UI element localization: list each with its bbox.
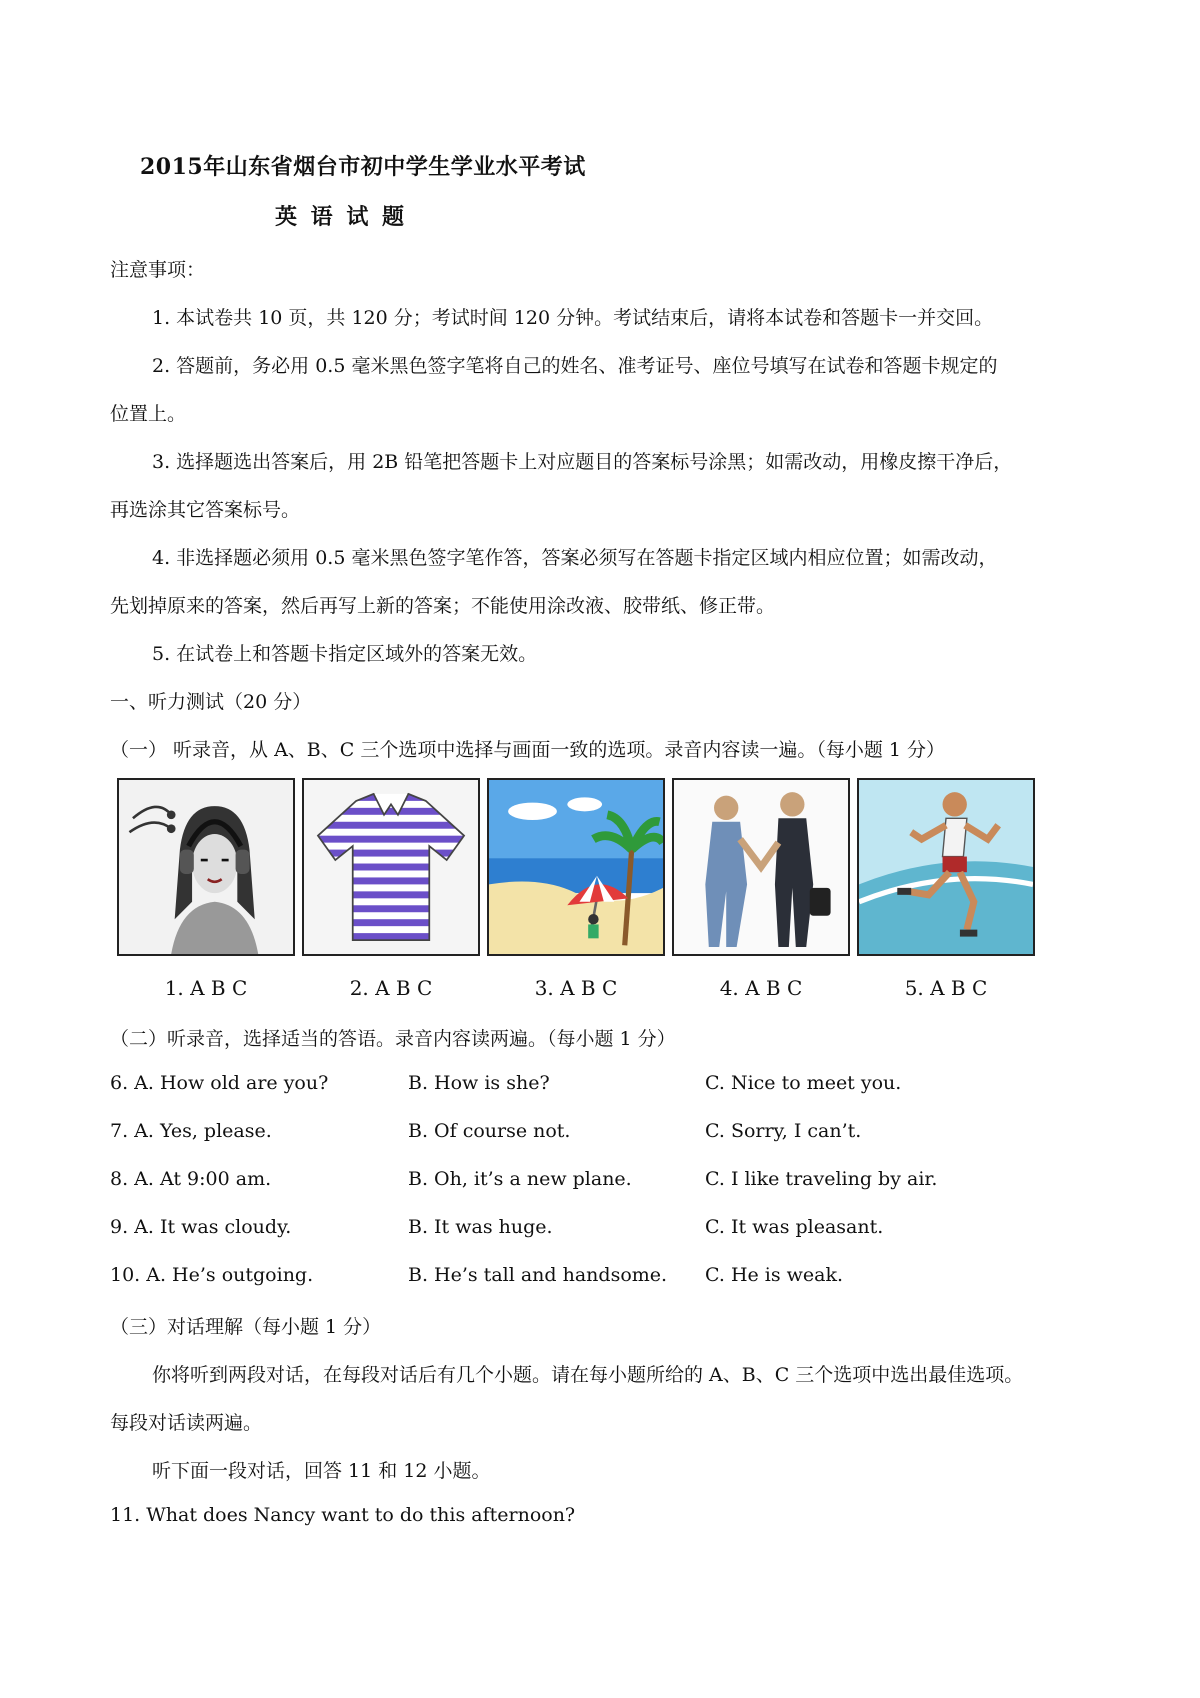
question-10-b: B. He’s tall and handsome. [408, 1264, 668, 1286]
notice-5: 5. 在试卷上和答题卡指定区域外的答案无效。 [152, 643, 538, 665]
exam-title: 2015年山东省烟台市初中学生学业水平考试 [140, 154, 586, 180]
question-8-c: C. I like traveling by air. [705, 1168, 938, 1190]
part-3-listen-instructions: 听下面一段对话，回答 11 和 12 小题。 [152, 1460, 491, 1482]
question-7-b: B. Of course not. [408, 1120, 571, 1142]
notice-3-cont: 再选涂其它答案标号。 [110, 499, 301, 521]
picture-label-5: 5. A B C [904, 976, 988, 1000]
section-1-heading: 一、听力测试（20 分） [110, 691, 312, 713]
question-6-c: C. Nice to meet you. [705, 1072, 902, 1094]
question-9-a: 9. A. It was cloudy. [110, 1216, 292, 1238]
notice-heading: 注意事项： [110, 259, 206, 281]
picture-3 [487, 778, 665, 956]
picture-2 [302, 778, 480, 956]
question-6-b: B. How is she? [408, 1072, 550, 1094]
part-3-heading: （三）对话理解（每小题 1 分） [110, 1316, 382, 1338]
picture-1 [117, 778, 295, 956]
part-3-intro: 你将听到两段对话，在每段对话后有几个小题。请在每小题所给的 A、B、C 三个选项中选出最佳选项。 [152, 1364, 1024, 1386]
runner-icon [859, 780, 1033, 954]
handshake-icon [674, 780, 848, 954]
beach-umbrella-icon [489, 780, 663, 954]
picture-label-1: 1. A B C [164, 976, 248, 1000]
question-7-a: 7. A. Yes, please. [110, 1120, 272, 1142]
picture-label-2: 2. A B C [349, 976, 433, 1000]
headphones-girl-icon [119, 780, 293, 954]
picture-label-3: 3. A B C [534, 976, 618, 1000]
question-7-c: C. Sorry, I can’t. [705, 1120, 862, 1142]
picture-4 [672, 778, 850, 956]
notice-4: 4. 非选择题必须用 0.5 毫米黑色签字笔作答，答案必须写在答题卡指定区域内相应位置；如需改动， [152, 547, 998, 569]
notice-2-cont: 位置上。 [110, 403, 187, 425]
notice-1: 1. 本试卷共 10 页，共 120 分；考试时间 120 分钟。考试结束后，请将本试卷和答题卡一并交回。 [152, 307, 994, 329]
question-11: 11. What does Nancy want to do this afternoon? [110, 1504, 576, 1526]
question-9-b: B. It was huge. [408, 1216, 553, 1238]
question-8-b: B. Oh, it’s a new plane. [408, 1168, 632, 1190]
exam-subtitle: 英 语 试 题 [275, 204, 404, 230]
picture-5 [857, 778, 1035, 956]
part-2-instructions: （二）听录音，选择适当的答语。录音内容读两遍。（每小题 1 分） [110, 1028, 676, 1050]
part-3-intro-cont: 每段对话读两遍。 [110, 1412, 263, 1434]
notice-3: 3. 选择题选出答案后，用 2B 铅笔把答题卡上对应题目的答案标号涂黑；如需改动，用橡皮擦干净后， [152, 451, 1013, 473]
question-8-a: 8. A. At 9:00 am. [110, 1168, 272, 1190]
part-1-instructions: （一） 听录音，从 A、B、C 三个选项中选择与画面一致的选项。录音内容读一遍。（每小题 1 分） [110, 739, 946, 761]
picture-label-4: 4. A B C [719, 976, 803, 1000]
question-10-a: 10. A. He’s outgoing. [110, 1264, 314, 1286]
question-10-c: C. He is weak. [705, 1264, 844, 1286]
striped-shirt-icon [304, 780, 478, 954]
question-9-c: C. It was pleasant. [705, 1216, 884, 1238]
notice-4-cont: 先划掉原来的答案，然后再写上新的答案；不能使用涂改液、胶带纸、修正带。 [110, 595, 776, 617]
notice-2: 2. 答题前，务必用 0.5 毫米黑色签字笔将自己的姓名、准考证号、座位号填写在试卷和答题卡规定的 [152, 355, 998, 377]
question-6-a: 6. A. How old are you? [110, 1072, 329, 1094]
